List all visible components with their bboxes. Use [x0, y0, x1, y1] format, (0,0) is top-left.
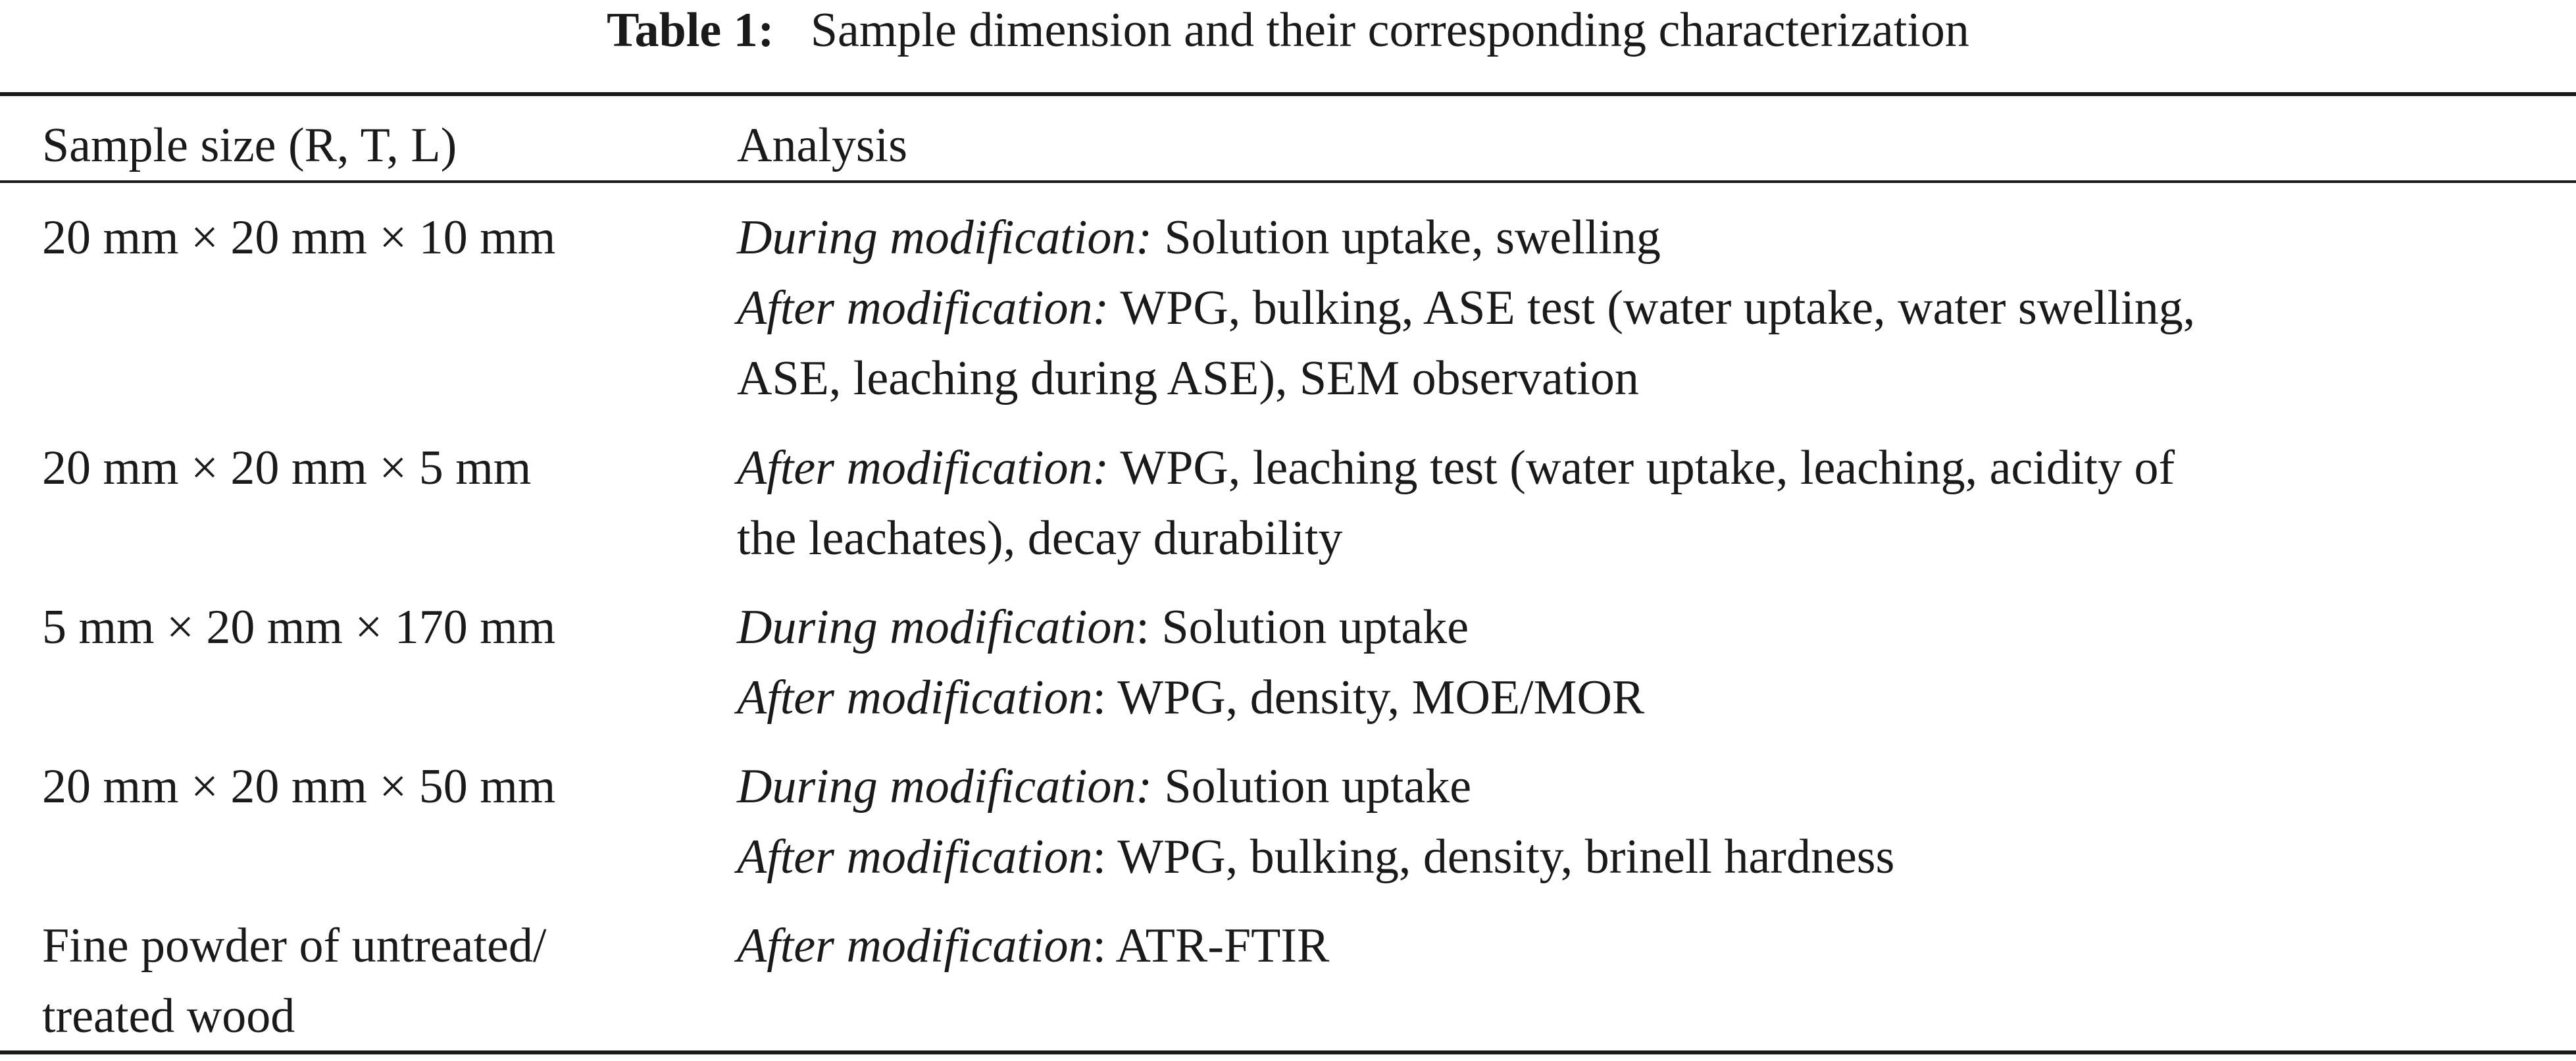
caption-text — [786, 3, 1969, 57]
analysis-stage: During modification: — [737, 211, 1153, 265]
sample-line: 20 mm × 20 mm × 10 mm — [42, 211, 556, 265]
table-row-2-analysis — [737, 433, 2566, 574]
analysis-stage: During modification — [737, 600, 1136, 654]
caption-label: Table 1: — [607, 3, 774, 57]
analysis-line — [737, 663, 2566, 733]
table-row-3-analysis — [737, 592, 2566, 733]
analysis-line — [737, 203, 2566, 273]
sample-line: treated wood — [42, 989, 295, 1043]
analysis-text: the leachates), decay durability — [737, 511, 1343, 565]
table-row-3-sample — [42, 592, 707, 663]
analysis-line — [737, 344, 2566, 414]
analysis-text: Solution uptake, swelling — [1152, 211, 1661, 265]
table-row-2-sample — [42, 433, 707, 504]
analysis-line — [737, 592, 2566, 663]
analysis-text: : ATR-FTIR — [1092, 919, 1330, 973]
analysis-text: WPG, leaching test (water uptake, leaching, acidity of — [1109, 441, 2175, 495]
table-row-5-sample — [42, 911, 707, 1052]
analysis-text: : WPG, density, MOE/MOR — [1092, 671, 1645, 725]
analysis-text: : Solution uptake — [1136, 600, 1469, 654]
analysis-stage: During modification: — [737, 760, 1153, 814]
sample-line: 5 mm × 20 mm × 170 mm — [42, 600, 556, 654]
analysis-line — [737, 273, 2566, 344]
analysis-line — [737, 822, 2566, 893]
header-analysis: Analysis — [737, 118, 907, 172]
analysis-line — [737, 433, 2566, 504]
header-sample-size: Sample size (R, T, L) — [42, 118, 457, 172]
sample-line: 20 mm × 20 mm × 5 mm — [42, 441, 532, 495]
analysis-stage: After modification: — [737, 281, 1109, 335]
analysis-stage: After modification — [737, 671, 1093, 725]
analysis-text: : WPG, bulking, density, brinell hardness — [1092, 830, 1895, 884]
table-top-rule — [0, 92, 2576, 96]
analysis-text: Solution uptake — [1152, 760, 1472, 814]
caption-title: Sample dimension and their corresponding characterization — [810, 3, 1969, 57]
analysis-line — [737, 504, 2566, 574]
analysis-stage: After modification: — [737, 441, 1109, 495]
analysis-line — [737, 911, 2566, 981]
analysis-line — [737, 752, 2566, 822]
analysis-text: WPG, bulking, ASE test (water uptake, water swelling, — [1109, 281, 2196, 335]
table-row-5-analysis — [737, 911, 2566, 981]
sample-line: Fine powder of untreated/ — [42, 919, 547, 973]
table-row-4-analysis — [737, 752, 2566, 893]
table-row-4-sample — [42, 752, 707, 822]
analysis-text: ASE, leaching during ASE), SEM observation — [737, 351, 1639, 405]
table-row-1-analysis — [737, 203, 2566, 414]
analysis-stage: After modification — [737, 919, 1093, 973]
sample-line: 20 mm × 20 mm × 50 mm — [42, 760, 556, 814]
table-caption — [0, 0, 2576, 72]
table-row-1-sample — [42, 203, 707, 273]
analysis-stage: After modification — [737, 830, 1093, 884]
